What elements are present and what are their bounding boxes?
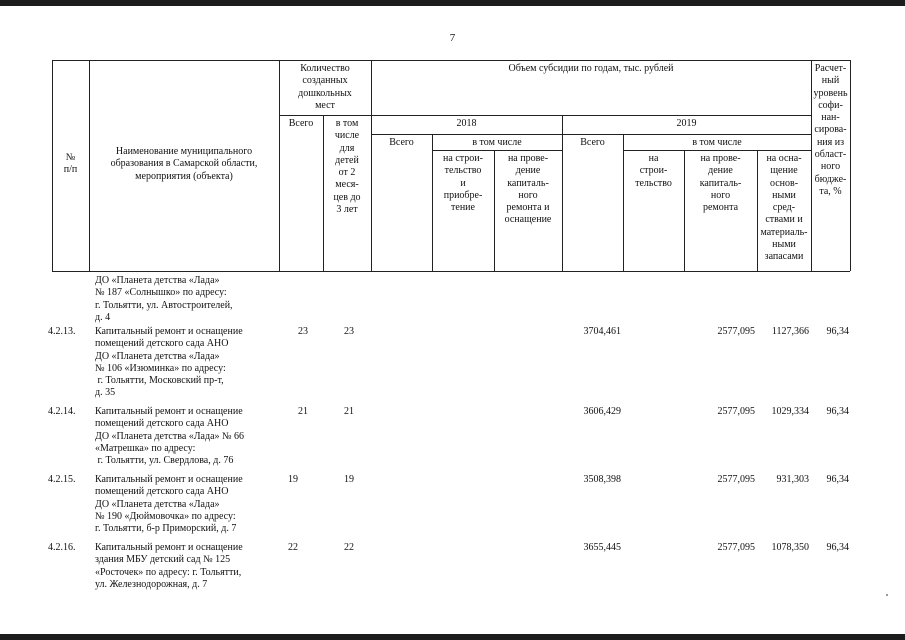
row-places-young: 21 [344, 406, 354, 417]
header-places-young: в том числе для детей от 2 меся- цев до 3 лет [333, 118, 361, 216]
row-equip-2019: 1127,366 [771, 326, 809, 337]
row-equip-2019: 1078,350 [771, 542, 809, 553]
row-places-young: 23 [344, 326, 354, 337]
header-year-2018: 2018 [456, 118, 477, 129]
row-repair-2019: 2577,095 [717, 474, 755, 485]
col-border-places [371, 60, 372, 271]
incl-2018-rule [432, 150, 562, 151]
row-places-total: 23 [298, 326, 308, 337]
row-name: Капитальный ремонт и оснащение помещений детского сада АНО ДО «Планета детства «Лада» № 190 «Дюймовочка» по адресу: г. Тольятти, б-р Приморский, д. 7 [95, 474, 243, 535]
header-year-2019: 2019 [676, 118, 697, 129]
incl-2019-rule [623, 150, 811, 151]
row-places-young: 19 [344, 474, 354, 485]
row-cofinancing: 96,34 [826, 542, 849, 553]
row-places-total: 19 [288, 474, 298, 485]
table-top-border [52, 60, 850, 61]
header-construction-2019: на строи- тельство [635, 153, 672, 189]
row-number: 4.2.13. [48, 326, 76, 337]
header-bottom-border [52, 271, 850, 272]
row-equip-2019: 931,303 [776, 474, 809, 485]
header-repair-2018: на прове- дение капиталь- ного ремонта и оснащение [504, 153, 552, 226]
row-total-2019: 3655,445 [583, 542, 621, 553]
row-places-young: 22 [344, 542, 354, 553]
continuation-text: ДО «Планета детства «Лада» № 187 «Солнышко» по адресу: г. Тольятти, ул. Автостроителей, д. 4 [95, 275, 233, 323]
row-places-total: 22 [288, 542, 298, 553]
header-incl-2018: в том числе [472, 137, 522, 148]
row-name: Капитальный ремонт и оснащение помещений детского сада АНО ДО «Планета детства «Лада» № 106 «Изюминка» по адресу: г. Тольятти, Московский пр-т, д. 35 [95, 326, 243, 399]
row-number: 4.2.14. [48, 406, 76, 417]
row-repair-2019: 2577,095 [717, 406, 755, 417]
header-total-2018: Всего [389, 137, 414, 148]
row-repair-2019: 2577,095 [717, 326, 755, 337]
year-rule [371, 115, 811, 116]
header-total-2019: Всего [580, 137, 605, 148]
row-cofinancing: 96,34 [826, 474, 849, 485]
page-number: 7 [449, 32, 456, 44]
row-name: Капитальный ремонт и оснащение помещений детского сада АНО ДО «Планета детства «Лада» № 66 «Матрешка» по адресу: г. Тольятти, ул. Свердлова, д. 76 [95, 406, 245, 467]
row-cofinancing: 96,34 [826, 406, 849, 417]
header-name: Наименование муниципального образования в Самарской области, мероприятия (объекта) [110, 146, 258, 182]
row-cofinancing: 96,34 [826, 326, 849, 337]
row-name: Капитальный ремонт и оснащение здания МБУ детский сад № 125 «Росточек» по адресу: г. Тольятти, ул. Железнодорожная, д. 7 [95, 542, 243, 590]
row-total-2019: 3704,461 [583, 326, 621, 337]
header-subsidy: Объем субсидии по годам, тыс. рублей [508, 63, 674, 74]
row-total-2019: 3606,429 [583, 406, 621, 417]
total-rule [371, 134, 811, 135]
header-places-total: Всего [288, 118, 314, 129]
row-total-2019: 3508,398 [583, 474, 621, 485]
row-equip-2019: 1029,334 [771, 406, 809, 417]
row-number: 4.2.16. [48, 542, 76, 553]
row-places-total: 21 [298, 406, 308, 417]
header-equip-2019: на осна- щение основ- ными сред- ствами и материаль- ными запасами [760, 153, 808, 263]
top-scan-border [0, 0, 905, 6]
col-border-right [850, 60, 851, 271]
row-repair-2019: 2577,095 [717, 542, 755, 553]
header-places: Количество созданных дошкольных мест [298, 63, 352, 111]
header-repair-2019: на прове- дение капиталь- ного ремонта [699, 153, 742, 214]
header-construction-2018: на строи- тельство и приобре- тение [443, 153, 483, 214]
header-incl-2019: в том числе [692, 137, 742, 148]
row-number: 4.2.15. [48, 474, 76, 485]
scan-speck [886, 594, 888, 596]
bottom-scan-border [0, 634, 905, 640]
places-sub-rule [279, 115, 371, 116]
header-cofinancing: Расчет- ный уровень софи- нан- сирова- ния из област- ного бюдже- та, % [813, 63, 848, 197]
header-num: № п/п [63, 152, 78, 176]
